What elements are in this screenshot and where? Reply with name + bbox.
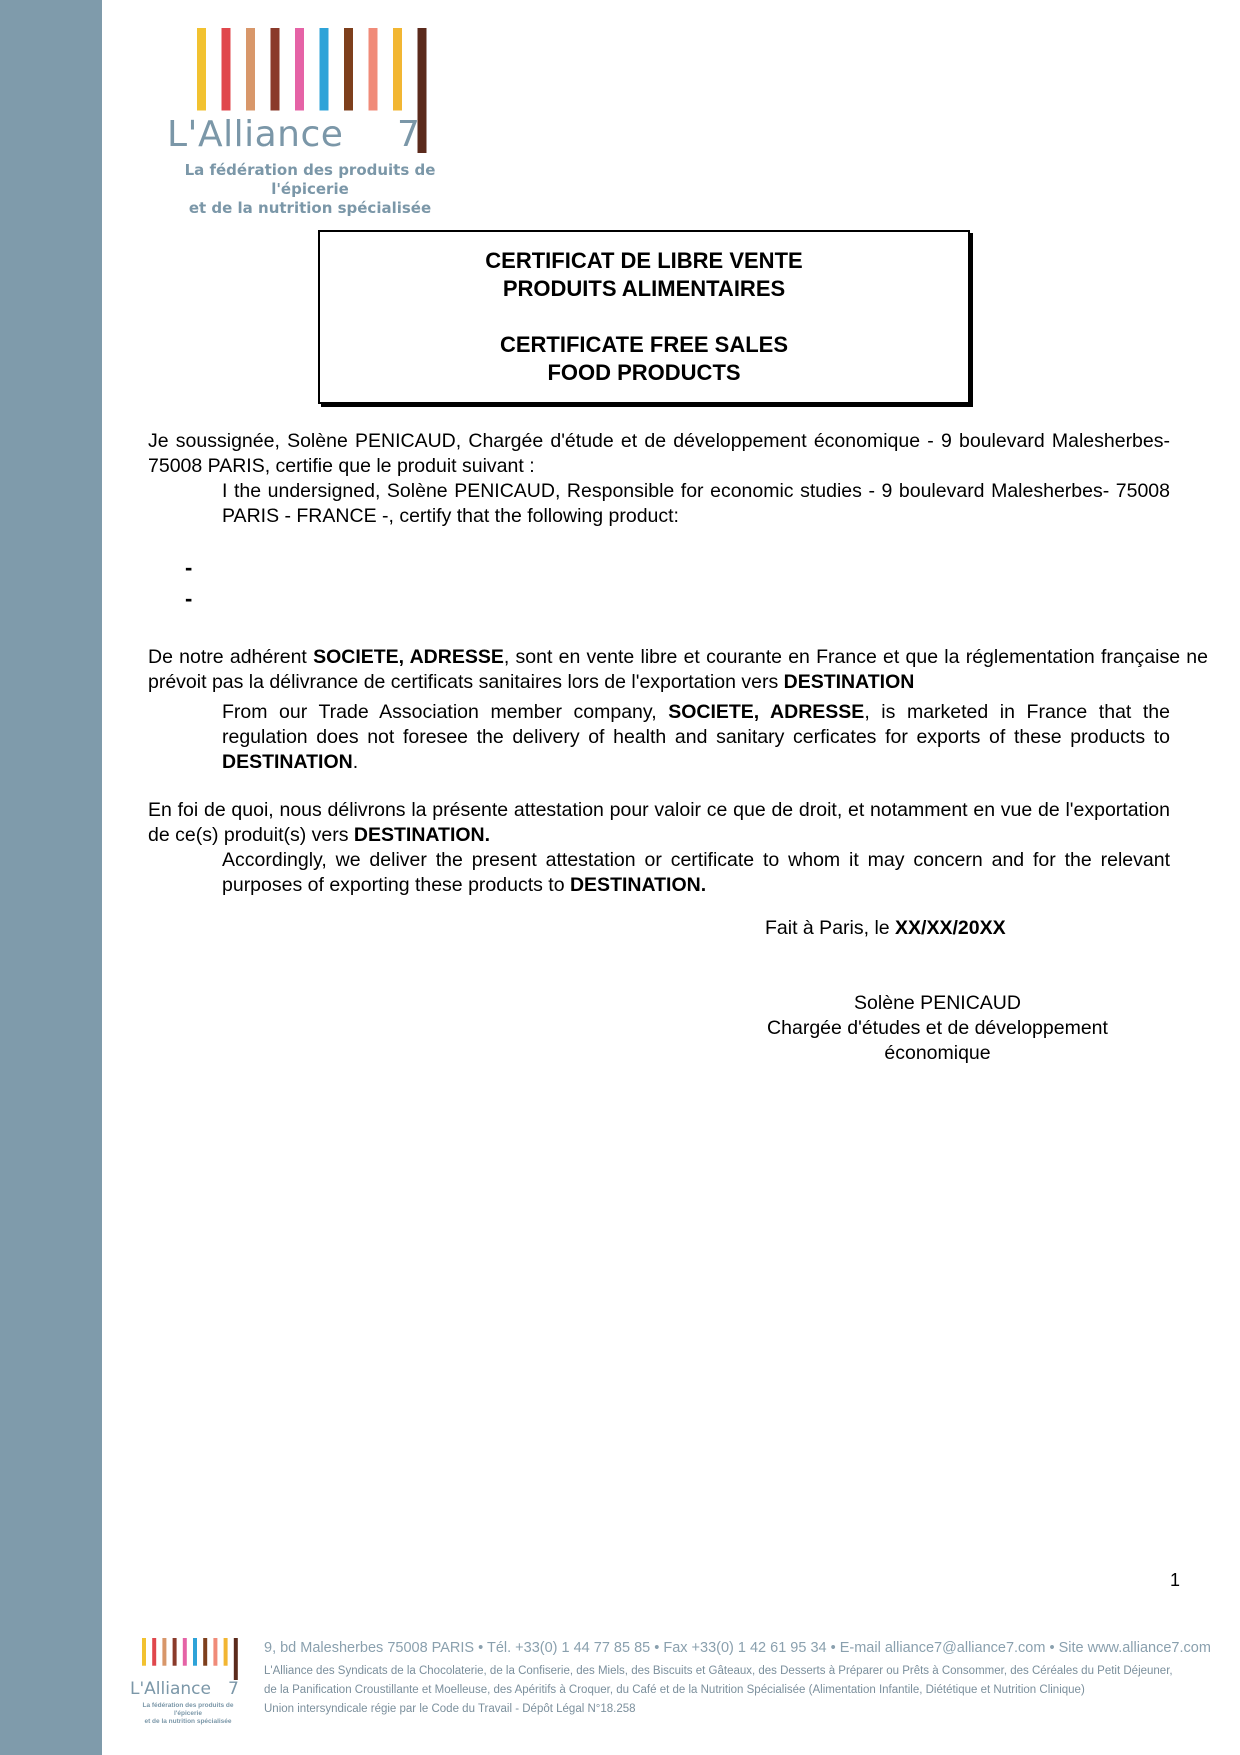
logo-bar <box>197 28 206 111</box>
page-number: 1 <box>1170 1570 1181 1590</box>
footer-logo-bars <box>128 1638 248 1680</box>
footer-line: Union intersyndicale régie par le Code du Travail - Dépôt Légal N°18.258 <box>264 1703 636 1715</box>
logo-bar <box>152 1638 156 1666</box>
footer-line: de la Panification Croustillante et Moelleuse, des Apéritifs à Croquer, du Café et de la Nutrition Spécialisée (Alimentation Infantile, Diététique et Nutrition Clinique) <box>264 1684 1085 1696</box>
paragraph-member-fr: De notre adhérent SOCIETE, ADRESSE, sont en vente libre et courante en France et que la réglementation française ne prévoit pas la délivrance de certificats sanitaires lors de l'exportation vers DESTINATION <box>148 646 1209 693</box>
signatory-name: Solène PENICAUD <box>854 992 1021 1014</box>
paragraph-undersigned-fr: Je soussignée, Solène PENICAUD, Chargée d'étude et de développement économique - 9 boulevard Malesherbes- 75008 PARIS, certifie que le produit suivant : <box>148 430 1170 477</box>
alliance7-logo <box>165 28 455 217</box>
side-color-band <box>0 0 102 1755</box>
logo-bar <box>344 28 353 111</box>
logo-number: 7 <box>397 114 420 155</box>
title-en-line2: FOOD PRODUCTS <box>547 360 741 385</box>
signatory-role: économique <box>884 1042 991 1064</box>
logo-bar <box>213 1638 217 1666</box>
logo-bar <box>183 1638 187 1666</box>
logo-bar <box>320 28 329 111</box>
signatory-role: Chargée d'études et de développement <box>767 1017 1108 1039</box>
paragraph-attestation-en: Accordingly, we deliver the present attestation or certificate to whom it may concern and for the relevant purposes of exporting these products to DESTINATION. <box>222 849 1170 896</box>
certificate-title-box <box>318 230 970 404</box>
logo-bar <box>271 28 280 111</box>
logo-bar <box>224 1638 228 1666</box>
paragraph-attestation-fr: En foi de quoi, nous délivrons la présente attestation pour valoir ce que de droit, et notamment en vue de l'exportation de ce(s) produit(s) vers DESTINATION. <box>148 799 1170 846</box>
title-fr-line1: CERTIFICAT DE LIBRE VENTE <box>485 248 803 273</box>
logo-bar <box>295 28 304 111</box>
title-en-line1: CERTIFICATE FREE SALES <box>499 332 789 357</box>
logo-bar <box>173 1638 177 1666</box>
signature-block <box>745 991 1130 1066</box>
logo-bar <box>162 1638 166 1666</box>
logo-bar <box>193 1638 197 1666</box>
logo-bar <box>246 28 255 111</box>
logo-bar <box>393 28 402 111</box>
product-list-item: - <box>185 586 193 611</box>
paragraph-undersigned-en: I the undersigned, Solène PENICAUD, Responsible for economic studies - 9 boulevard Malesherbes- 75008 PARIS - FRANCE -, certify that the following product: <box>222 480 1170 527</box>
footer-contact: 9, bd Malesherbes 75008 PARIS • Tél. +33(0) 1 44 77 85 85 • Fax +33(0) 1 42 61 95 34 • E-mail alliance7@alliance7.com • Site www.alliance7.com <box>264 1640 1211 1656</box>
logo-tagline: La fédération des produits de l'épicerie et de la nutrition spécialisée <box>184 161 436 217</box>
place-date-line: Fait à Paris, le XX/XX/20XX <box>765 917 1006 939</box>
logo-bar <box>222 28 231 111</box>
logo-bar <box>369 28 378 111</box>
logo-bar <box>203 1638 207 1666</box>
product-list-item: - <box>185 555 193 580</box>
logo-bar <box>234 1638 238 1680</box>
title-fr-line2: PRODUITS ALIMENTAIRES <box>502 276 786 301</box>
footer-logo: L'Alliance 7 La fédération des produits de l'épicerie et de la nutrition spécialisée <box>128 1638 248 1720</box>
paragraph-member-en: From our Trade Association member company, SOCIETE, ADRESSE, is marketed in France that the regulation does not foresee the delivery of health and sanitary cerficates for exports of these products to DESTINATION. <box>222 701 1170 773</box>
logo-bar <box>142 1638 146 1666</box>
footer-line: L'Alliance des Syndicats de la Chocolaterie, de la Confiserie, des Miels, des Biscuits et Gâteaux, des Desserts à Préparer ou Prêts à Consommer, des Céréales du Petit Déjeuner, <box>264 1665 1173 1677</box>
logo-name: L'Alliance <box>167 114 344 155</box>
